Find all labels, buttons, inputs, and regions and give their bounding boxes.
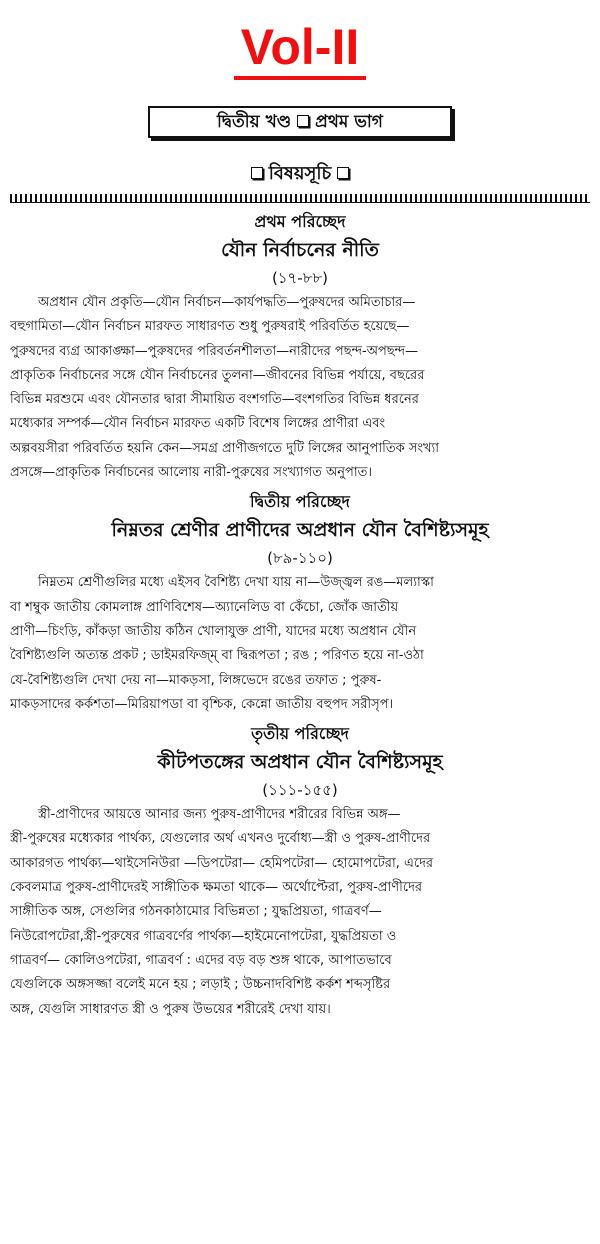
summary-line: বা শম্বুক জাতীয় কোমলাঙ্গ প্রাণিবিশেষ—অ্যানেলিড বা কেঁচো, জোঁক জাতীয় xyxy=(10,599,399,615)
summary-line: অল্পবয়সীরা পরিবর্তিত হয়নি কেন—সমগ্র প্রাণীজগতে দুটি লিঙ্গের আনুপাতিক সংখ্যা xyxy=(10,440,440,456)
summary-line: অপ্রধান যৌন প্রকৃতি—যৌন নির্বাচন—কার্যপদ্ধতি—পুরুষদের অমিতাচার— xyxy=(38,295,416,310)
summary-line: নিম্নতম শ্রেণীগুলির মধ্যে এইসব বৈশিষ্ট্য দেখা যায় না—উজ্জ্বল রঙ—মল্যাস্কা xyxy=(38,575,434,591)
chapter-title: কীটপতঙ্গের অপ্রধান যৌন বৈশিষ্ট্যসমূহ xyxy=(157,751,443,774)
summary-line: বিভিন্ন মরশুমে এবং যৌনতার দ্বারা সীমায়িত বংশগতি—বংশগতির বিভিন্ন ধরনের xyxy=(10,392,419,408)
summary-line: স্ত্রী-প্রাণীদের আয়ত্তে আনার জন্য পুরুষ-প্রাণীদের শরীরের বিভিন্ন অঙ্গ— xyxy=(38,807,401,823)
toc-title xyxy=(8,160,592,188)
summary-line: যে-বৈশিষ্ট্যগুলি দেখা দেয় না—মাকড়সা, লিঙ্গভেদে রঙের তফাত ; পুরুষ- xyxy=(10,672,382,688)
chapter-summary xyxy=(10,803,590,1022)
volume-label-underline xyxy=(234,76,366,80)
summary-line: প্রাণী—চিংড়ি, কাঁকড়া জাতীয় কঠিন খোলাযুক্ত প্রাণী, যাদের মধ্যে অপ্রধান যৌন xyxy=(10,623,417,639)
chapter-section-2 xyxy=(8,489,592,717)
summary-line: গাত্রবর্ণ— কোলিওপটেরা, গাত্রবর্ণ : এদের বড় বড় শুঙ্গ থাকে, আপাতভাবে xyxy=(10,952,392,968)
part-heading-box xyxy=(148,106,452,138)
summary-line: অঙ্গ, যেগুলি সাধারণত স্ত্রী ও পুরুষ উভয়ের শরীরেই দেখা যায়। xyxy=(10,1001,331,1017)
chapter-title: নিম্নতর শ্রেণীর প্রাণীদের অপ্রধান যৌন বৈশিষ্ট্যসমূহ xyxy=(111,519,489,542)
summary-line: বৈশিষ্ট্যগুলি অত্যন্ত প্রকট ; ডাইমরফিজ্‌ম্‌ বা দ্বিরূপতা ; রঙ ; পরিণত হয়ে না-ওঠা xyxy=(10,648,424,664)
decorative-divider xyxy=(10,194,590,203)
chapter-title: যৌন নির্বাচনের নীতি xyxy=(221,239,379,261)
summary-line: কেবলমাত্র পুরুষ-প্রাণীদেরই সাঙ্গীতিক ক্ষমতা থাকে— অর্থোপ্টেরা, পুরুষ-প্রাণীদের xyxy=(10,880,423,896)
checkbox-square-icon xyxy=(337,167,349,179)
summary-line: আকারগত পার্থক্য—থাইসেনিউরা —ডিপটেরা— হেমিপটেরা— হোমোপটেরা, এদের xyxy=(10,855,434,871)
part-left-label: দ্বিতীয় খণ্ড xyxy=(217,112,292,132)
checkbox-square-icon xyxy=(297,115,309,127)
summary-line: স্ত্রী-পুরুষের মধ্যেকার পার্থক্য, যেগুলোর অর্থ এখনও দুর্বোধ্য—স্ত্রী ও পুরুষ-প্রাণীদের xyxy=(10,831,431,847)
toc-title-text: বিষয়সূচি xyxy=(268,163,332,184)
summary-line: বহুগামিতা—যৌন নির্বাচন মারফত সাধারণত শুধু পুরুষরাই পরিবর্তিত হয়েছে— xyxy=(10,319,410,335)
part-right-label: প্রথম ভাগ xyxy=(315,112,383,132)
chapter-page-range: (১৭-৮৮) xyxy=(271,269,329,287)
summary-line: নিউরোপটেরা,স্ত্রী-পুরুষের গাত্রবর্ণের পার্থক্য—হাইমেনোপটেরা, যুদ্ধপ্রিয়তা ও xyxy=(10,928,397,944)
volume-label: Vol-II xyxy=(240,19,360,75)
chapter-section-1 xyxy=(8,209,592,485)
chapter-page-range: (৮৯-১১০) xyxy=(267,549,333,568)
chapter-number: প্রথম পরিচ্ছেদ xyxy=(254,212,346,231)
summary-line: পুরুষদের ব্যগ্র আকাঙ্ক্ষা—পুরুষদের পরিবর্তনশীলতা—নারীদের পছন্দ-অপছন্দ— xyxy=(10,343,419,359)
summary-line: মাকড়সাদের কর্কশতা—মিরিয়াপডা বা বৃশ্চিক, কেন্নো জাতীয় বহুপদ সরীসৃপ। xyxy=(10,696,394,712)
summary-line: প্রসঙ্গে—প্রাকৃতিক নির্বাচনের আলোয় নারী-পুরুষের সংখ্যাগত অনুপাত। xyxy=(10,465,373,481)
chapter-section-3 xyxy=(8,721,592,1022)
chapter-summary xyxy=(10,571,590,717)
summary-line: সাঙ্গীতিক অঙ্গ, সেগুলির গঠনকাঠামোর বিভিন্নতা ; যুদ্ধপ্রিয়তা, গাত্রবর্ণ— xyxy=(10,904,382,920)
chapter-summary xyxy=(10,291,590,485)
summary-line: যেগুলিকে অঙ্গসজ্জা বলেই মনে হয় ; লড়াই ; উচ্চনাদবিশিষ্ট কর্কশ শব্দসৃষ্টির xyxy=(10,977,391,993)
checkbox-square-icon xyxy=(251,167,263,179)
summary-line: প্রাকৃতিক নির্বাচনের সঙ্গে যৌন নির্বাচনের তুলনা—জীবনের বিভিন্ন পর্যায়ে, বছরের xyxy=(10,367,425,383)
chapter-number: তৃতীয় পরিচ্ছেদ xyxy=(251,724,349,744)
summary-line: মধ্যেকার সম্পর্ক—যৌন নির্বাচন মারফত একটি বিশেষ লিঙ্গের প্রাণীরা এবং xyxy=(10,416,386,432)
chapter-number: দ্বিতীয় পরিচ্ছেদ xyxy=(250,492,350,512)
chapter-page-range: (১১১-১৫৫) xyxy=(262,781,338,800)
